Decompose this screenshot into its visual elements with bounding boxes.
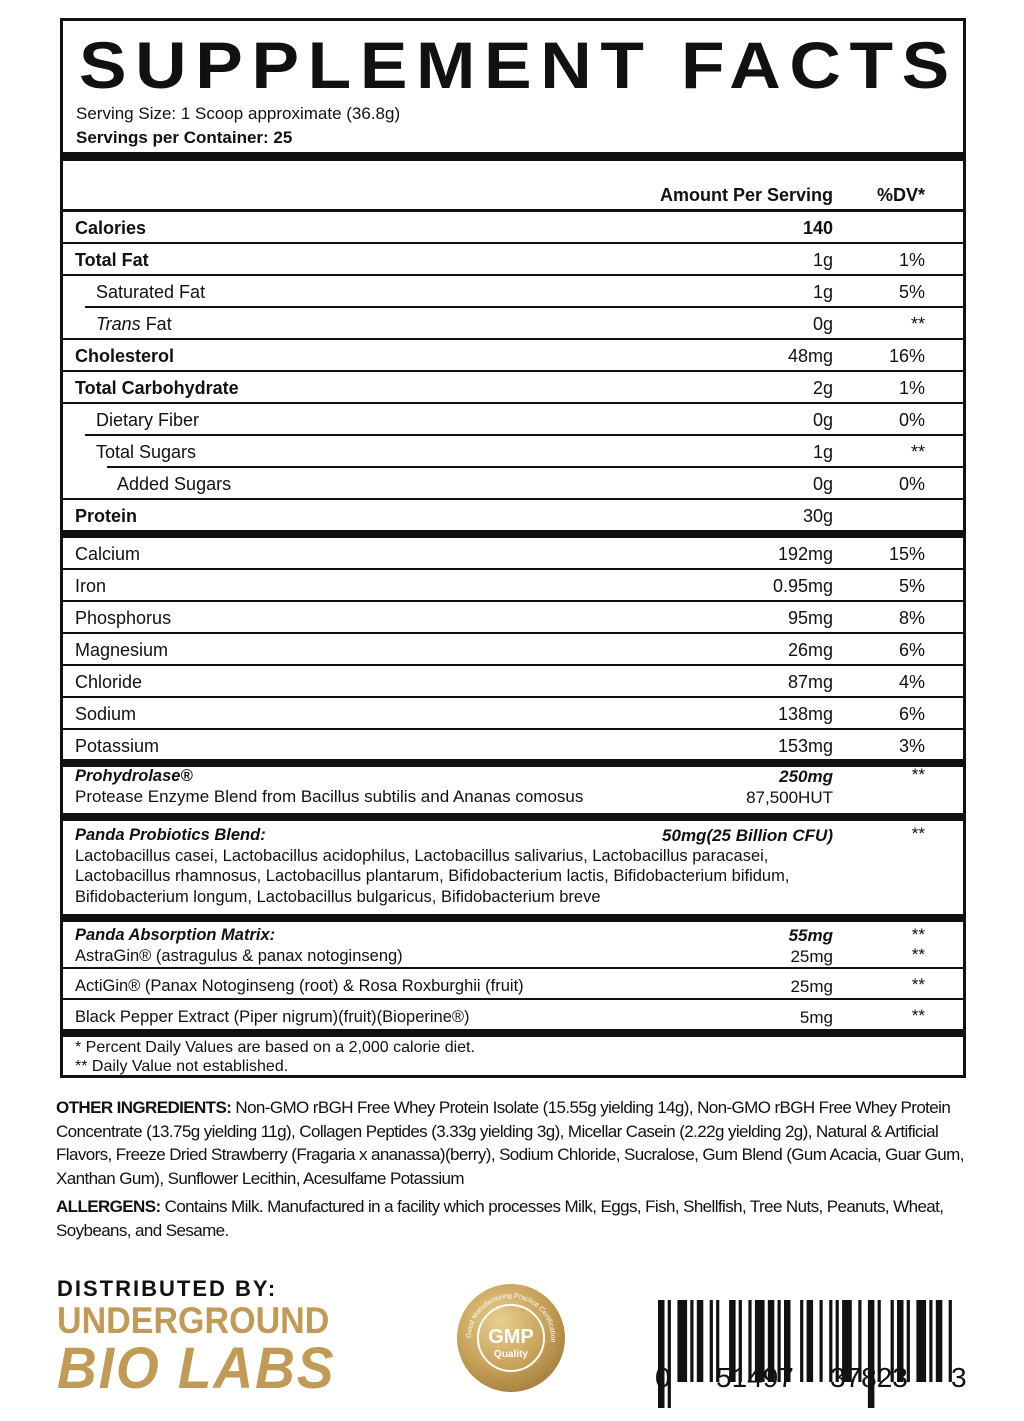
prohydrolase-desc-amount: 87,500HUT xyxy=(746,788,833,807)
serving-size: Serving Size: 1 Scoop approximate (36.8g) xyxy=(76,104,401,123)
nutrient-row-protein xyxy=(63,500,963,532)
prohydrolase-name: Prohydrolase® xyxy=(75,767,193,785)
mineral-amount: 153mg xyxy=(777,736,833,756)
nutrient-name: Saturated Fat xyxy=(96,282,206,302)
absorption-item-amount: 25mg xyxy=(790,977,833,996)
mineral-name: Calcium xyxy=(75,544,141,564)
thick-divider xyxy=(63,1029,963,1037)
supplement-facts-panel xyxy=(60,18,966,1078)
allergens xyxy=(56,1195,972,1243)
nutrient-amount: 30g xyxy=(802,506,833,526)
barcode-bar xyxy=(807,1300,814,1382)
nutrient-amount: 0g xyxy=(812,410,833,430)
mineral-amount: 95mg xyxy=(787,608,833,628)
thick-divider xyxy=(63,152,963,161)
nutrient-amount: 0g xyxy=(812,314,833,334)
probiotics-line: Bifidobacterium longum, Lactobacillus bulgaricus, Bifidobacterium breve xyxy=(75,888,601,906)
divider xyxy=(63,967,963,969)
nutrient-name: Calories xyxy=(75,218,147,238)
header-amount: Amount Per Serving xyxy=(659,185,833,205)
absorption-dv: ** xyxy=(911,925,925,944)
mineral-row-potassium xyxy=(63,730,963,762)
prohydrolase-desc: Protease Enzyme Blend from Bacillus subtilis and Ananas comosus xyxy=(75,787,584,806)
seal-sub-text: Quality xyxy=(494,1349,528,1360)
footnote: ** Daily Value not established. xyxy=(75,1058,289,1075)
mineral-name: Sodium xyxy=(75,704,137,724)
mineral-amount: 87mg xyxy=(787,672,833,692)
nutrient-row-total-fat xyxy=(63,244,963,276)
absorption-item-dv: ** xyxy=(911,1006,925,1025)
mineral-name: Phosphorus xyxy=(75,608,172,628)
nutrient-name: Added Sugars xyxy=(117,474,232,494)
footnote: * Percent Daily Values are based on a 2,000 calorie diet. xyxy=(75,1039,475,1056)
absorption-item-amount: 25mg xyxy=(790,947,833,966)
divider xyxy=(63,998,963,1000)
seal-ring-text-path: Good Manufacturing Practice Certification xyxy=(465,1292,557,1343)
thick-divider xyxy=(63,914,963,922)
mineral-amount: 26mg xyxy=(787,640,833,660)
thick-divider xyxy=(63,813,963,821)
barcode-digit: 3 xyxy=(951,1362,967,1393)
absorption-item-name: Black Pepper Extract (Piper nigrum)(fruit)(Bioperine®) xyxy=(75,1008,470,1026)
barcode-bar xyxy=(697,1300,704,1382)
nutrient-row-trans-fat xyxy=(63,308,963,340)
barcode-digit: 37823 xyxy=(830,1362,908,1393)
nutrient-name: Cholesterol xyxy=(75,346,175,366)
allergens-text: Contains Milk. Manufactured in a facility which processes Milk, Eggs, Fish, Shellfish, Tree Nuts, Peanuts, Wheat, Soybeans, and Sesame. xyxy=(56,1197,944,1240)
mineral-name: Potassium xyxy=(75,736,160,756)
barcode-digit: 0 xyxy=(655,1362,671,1393)
brand-line-2: BIO LABS xyxy=(57,1336,336,1401)
header-dv: %DV* xyxy=(876,185,925,205)
mineral-dv: 8% xyxy=(898,608,925,628)
allergens-label: ALLERGENS: xyxy=(56,1197,161,1216)
nutrient-dv: 0% xyxy=(898,474,925,494)
nutrient-dv: 5% xyxy=(898,282,925,302)
nutrient-name-italic: Trans xyxy=(96,314,141,334)
nutrient-dv: 1% xyxy=(898,378,925,398)
barcode-bar xyxy=(820,1300,823,1382)
prohydrolase-dv: ** xyxy=(911,765,925,784)
other-ingredients xyxy=(56,1096,972,1190)
mineral-amount: 138mg xyxy=(777,704,833,724)
mineral-row-sodium xyxy=(63,698,963,730)
absorption-item-amount: 5mg xyxy=(799,1008,833,1027)
seal-main-text: GMP xyxy=(488,1326,534,1348)
thick-divider xyxy=(63,530,963,538)
mineral-dv: 15% xyxy=(888,544,925,564)
mineral-dv: 6% xyxy=(898,704,925,724)
barcode-bar xyxy=(936,1300,943,1382)
probiotics-line: Lactobacillus casei, Lactobacillus acidophilus, Lactobacillus salivarius, Lactobacillus paracasei, xyxy=(75,847,769,865)
barcode-bar xyxy=(677,1300,687,1382)
absorption-name: Panda Absorption Matrix: xyxy=(75,926,276,944)
mineral-row-chloride xyxy=(63,666,963,698)
nutrient-row-saturated-fat xyxy=(63,276,963,308)
mineral-row-phosphorus xyxy=(63,602,963,634)
nutrient-dv: 1% xyxy=(898,250,925,270)
nutrient-row-total-carbohydrate xyxy=(63,372,963,404)
mineral-dv: 6% xyxy=(898,640,925,660)
nutrient-amount: 48mg xyxy=(787,346,833,366)
barcode-bar xyxy=(800,1300,803,1382)
prohydrolase-amount: 250mg xyxy=(779,767,833,786)
absorption-item-name: ActiGin® (Panax Notoginseng (root) & Rosa Roxburghii (fruit) xyxy=(75,977,524,995)
nutrient-amount: 0g xyxy=(812,474,833,494)
barcode-icon xyxy=(654,1300,964,1410)
servings-per-container: Servings per Container: 25 xyxy=(76,128,293,147)
gmp-quality-seal-icon xyxy=(455,1282,567,1394)
mineral-name: Iron xyxy=(75,576,107,596)
barcode-digit: 51497 xyxy=(716,1362,794,1393)
mineral-amount: 0.95mg xyxy=(772,576,833,596)
nutrient-name: Dietary Fiber xyxy=(96,410,200,430)
nutrient-name: Total Sugars xyxy=(96,442,197,462)
barcode-bar xyxy=(916,1300,926,1382)
barcode-bar xyxy=(690,1300,693,1382)
nutrient-dv: 0% xyxy=(898,410,925,430)
nutrient-dv: 16% xyxy=(888,346,925,366)
absorption-item-dv: ** xyxy=(911,945,925,964)
mineral-dv: 5% xyxy=(898,576,925,596)
barcode-bar xyxy=(929,1300,932,1382)
mineral-name: Magnesium xyxy=(75,640,169,660)
nutrient-row-calories xyxy=(63,212,963,244)
other-ingredients-text: Non-GMO rBGH Free Whey Protein Isolate (15.55g yielding 14g), Non-GMO rBGH Free Whey Protein Concentrate (13.75g yielding 11g), Collagen Peptides (3.33g yielding 3g), Micellar Casein (2.22g yielding 2g), Natural & Artificial Flavors, Freeze Dried Strawberry (Fragaria x ananassa)(berry), Sodium Chloride, Sucralose, Gum Blend (Gum Acacia, Guar Gum, Xanthan Gum), Sunflower Lecithin, Acesulfame Potassium xyxy=(56,1098,964,1188)
absorption-item-dv: ** xyxy=(911,975,925,994)
probiotics-amount: 50mg(25 Billion CFU) xyxy=(662,826,833,845)
nutrient-row-cholesterol xyxy=(63,340,963,372)
mineral-row-calcium xyxy=(63,538,963,570)
mineral-amount: 192mg xyxy=(777,544,833,564)
nutrient-name: Total Carbohydrate xyxy=(75,378,239,398)
nutrient-amount: 140 xyxy=(802,218,833,238)
nutrient-row-total-sugars xyxy=(63,436,963,468)
nutrient-row-added-sugars xyxy=(63,468,963,500)
nutrient-amount: 1g xyxy=(812,250,833,270)
panel-title: SUPPLEMENT FACTS xyxy=(79,28,958,102)
mineral-row-magnesium xyxy=(63,634,963,666)
nutrient-name: Protein xyxy=(75,506,138,526)
brand-line-1: UNDERGROUND xyxy=(57,1300,330,1341)
nutrient-dv: ** xyxy=(910,314,925,334)
absorption-item-name: AstraGin® (astragulus & panax notoginseng) xyxy=(75,947,403,965)
probiotics-line: Lactobacillus rhamnosus, Lactobacillus plantarum, Bifidobacterium lactis, Bifidobacterium bifidum, xyxy=(75,867,790,885)
nutrient-name-rest: Fat xyxy=(140,314,172,334)
mineral-dv: 3% xyxy=(898,736,925,756)
mineral-dv: 4% xyxy=(898,672,925,692)
distributed-by-label: DISTRIBUTED BY: xyxy=(57,1276,278,1301)
nutrient-name: Total Fat xyxy=(75,250,149,270)
mineral-name: Chloride xyxy=(75,672,143,692)
probiotics-dv: ** xyxy=(911,824,925,843)
nutrient-dv: ** xyxy=(910,442,925,462)
absorption-amount: 55mg xyxy=(788,926,833,945)
nutrient-amount: 2g xyxy=(812,378,833,398)
barcode-bar xyxy=(710,1300,713,1382)
nutrient-amount: 1g xyxy=(812,442,833,462)
nutrient-amount: 1g xyxy=(812,282,833,302)
nutrient-name xyxy=(96,313,172,335)
nutrient-row-dietary-fiber xyxy=(63,404,963,436)
other-ingredients-label: OTHER INGREDIENTS: xyxy=(56,1098,232,1117)
mineral-row-iron xyxy=(63,570,963,602)
probiotics-name: Panda Probiotics Blend: xyxy=(75,826,266,844)
